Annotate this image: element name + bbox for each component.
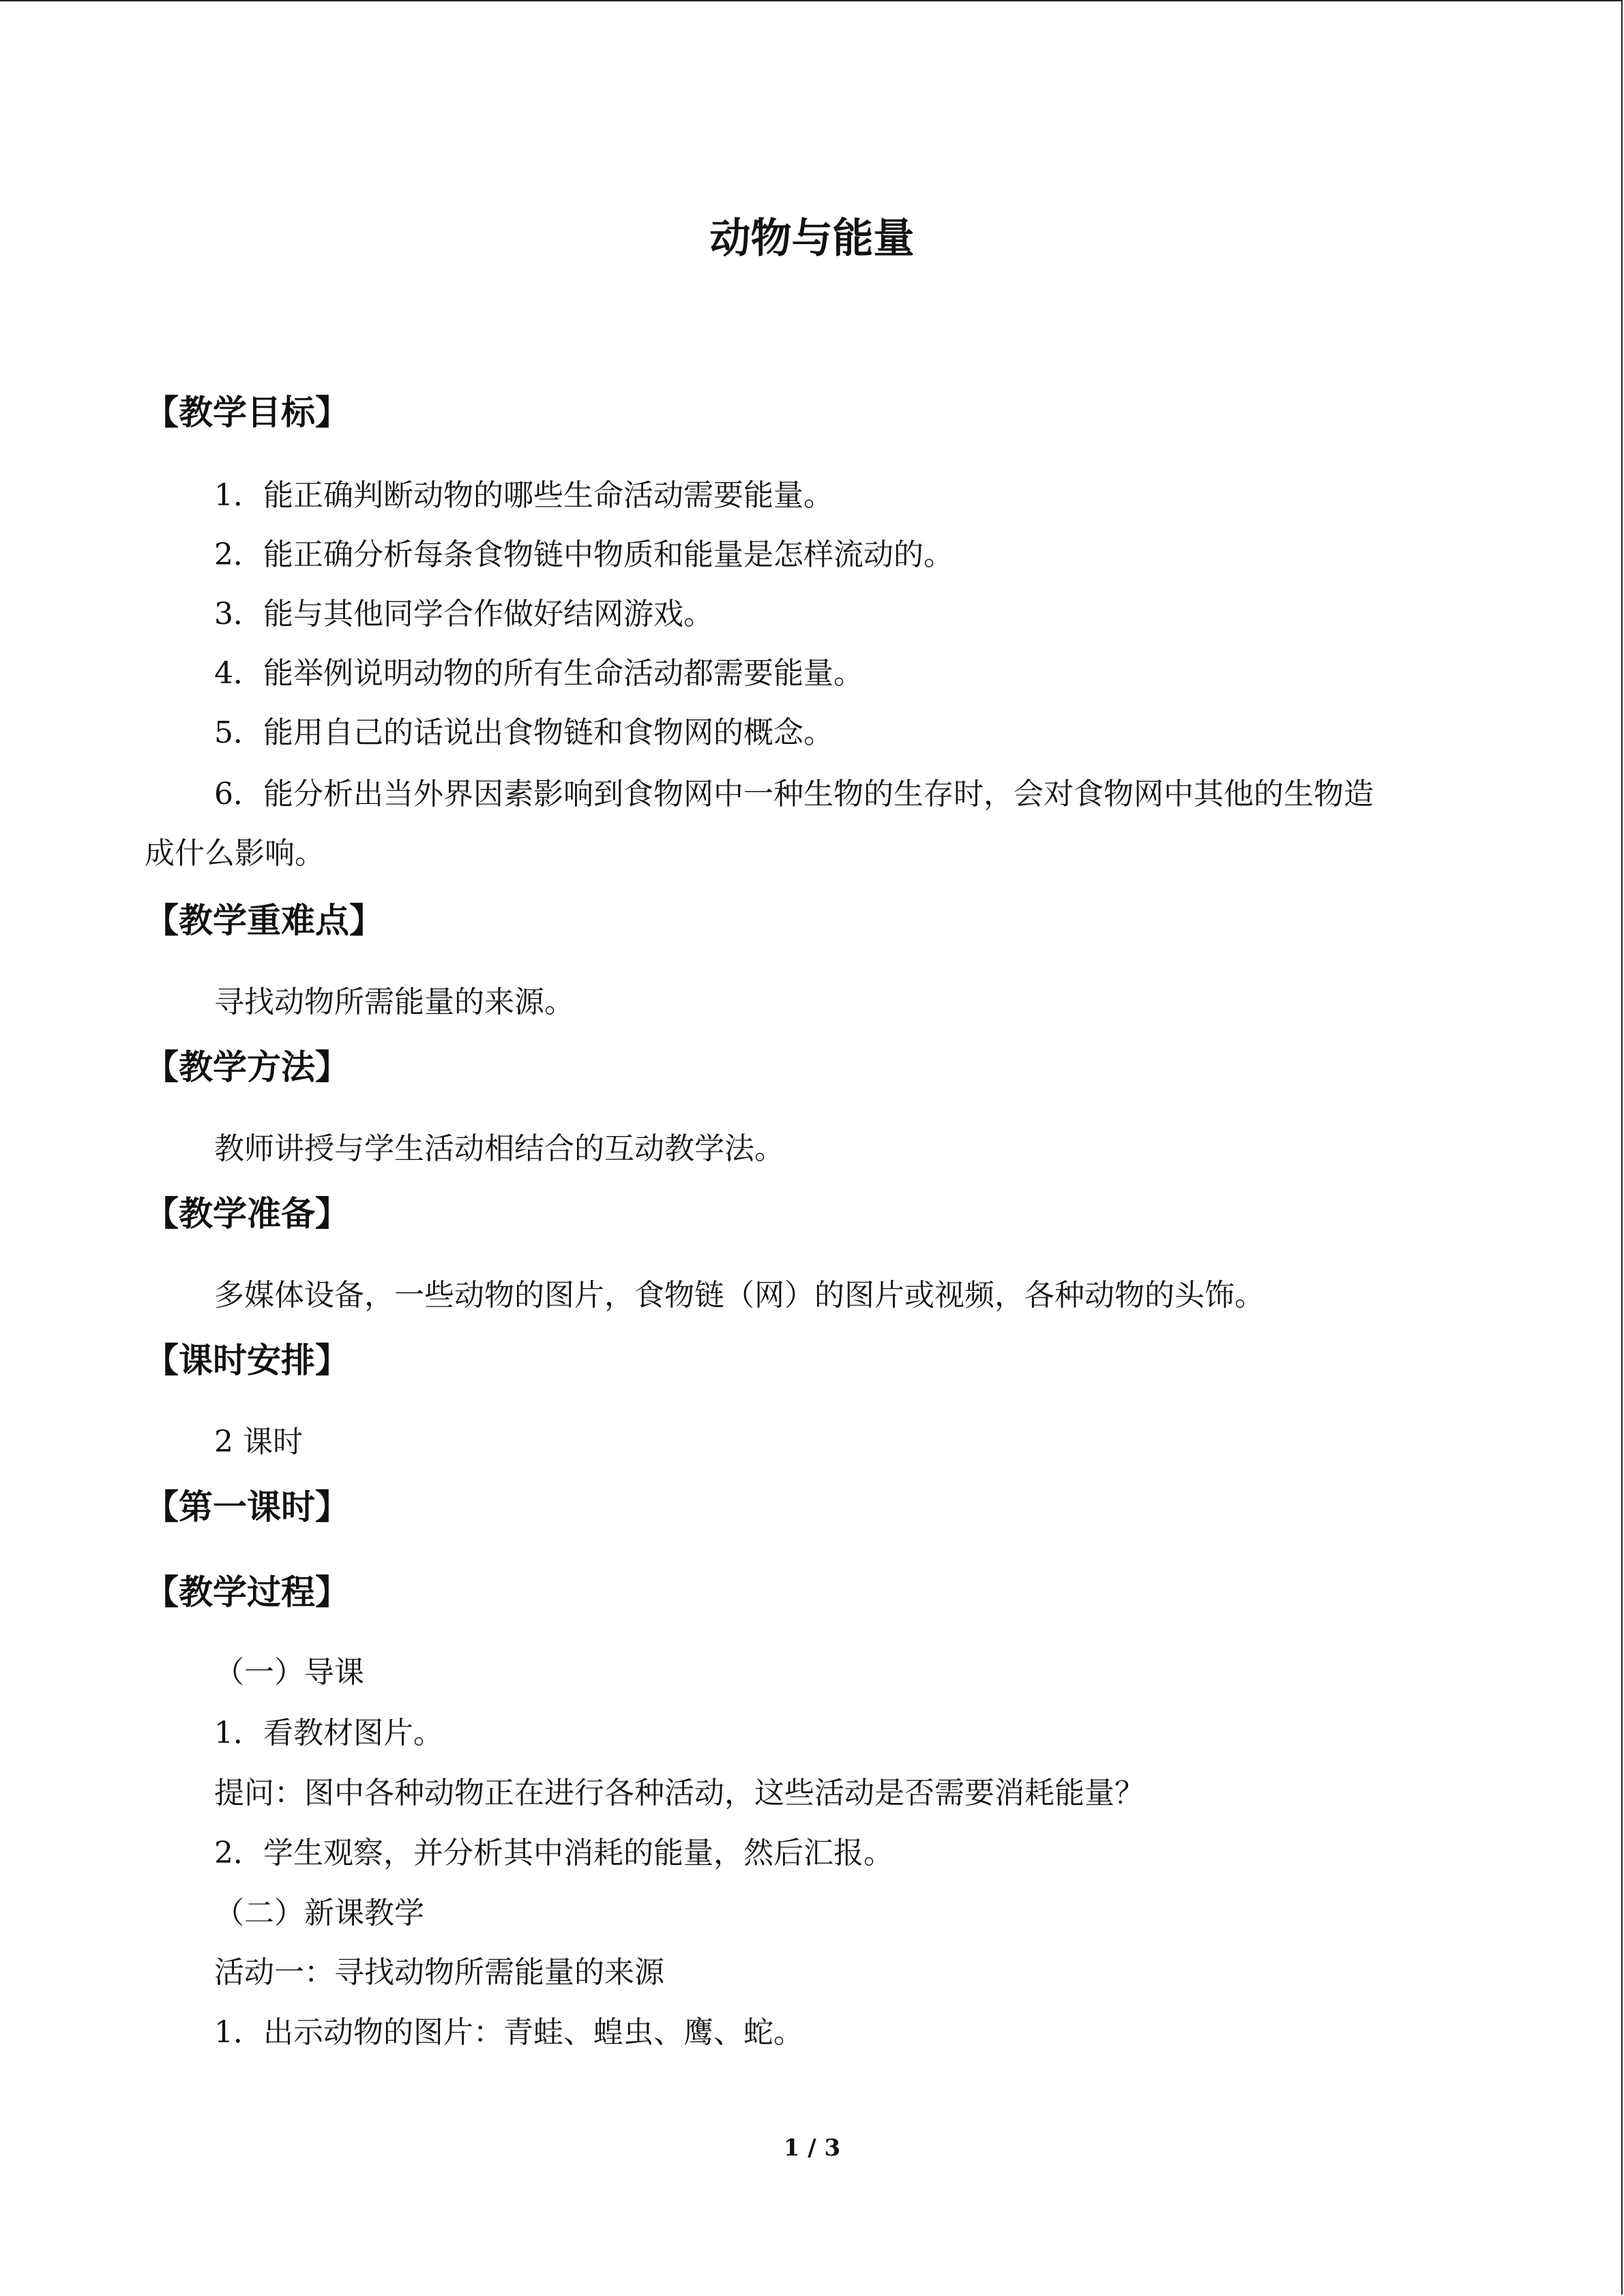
heading-key-points: 【教学重难点】: [145, 901, 383, 940]
key-points-text: 寻找动物所需能量的来源。: [214, 985, 574, 1019]
document-title: 动物与能量: [709, 215, 915, 263]
page-number: 1 / 3: [783, 2134, 841, 2162]
process-line-6: 活动一：寻找动物所需能量的来源: [214, 1955, 664, 1990]
process-line-3: 提问：图中各种动物正在进行各种活动，这些活动是否需要消耗能量？: [214, 1776, 1145, 1810]
heading-process: 【教学过程】: [145, 1572, 349, 1612]
heading-preparation: 【教学准备】: [145, 1194, 349, 1234]
objective-item-4: 4．能举例说明动物的所有生命活动都需要能量。: [214, 656, 863, 691]
schedule-text: 2 课时: [214, 1425, 303, 1459]
objective-item-5: 5．能用自己的话说出食物链和食物网的概念。: [214, 715, 833, 750]
process-line-4: 2．学生观察，并分析其中消耗的能量，然后汇报。: [214, 1836, 894, 1870]
objective-item-6: 6．能分析出当外界因素影响到食物网中一种生物的生存时，会对食物网中其他的生物造: [214, 777, 1374, 811]
process-line-5: （二）新课教学: [214, 1896, 424, 1930]
objective-item-1: 1．能正确判断动物的哪些生命活动需要能量。: [214, 478, 833, 513]
methods-text: 教师讲授与学生活动相结合的互动教学法。: [214, 1131, 784, 1166]
heading-methods: 【教学方法】: [145, 1047, 349, 1087]
objective-item-2: 2．能正确分析每条食物链中物质和能量是怎样流动的。: [214, 537, 954, 572]
process-line-7: 1．出示动物的图片：青蛙、蝗虫、鹰、蛇。: [214, 2015, 803, 2050]
process-line-1: （一）导课: [214, 1655, 364, 1690]
heading-schedule: 【课时安排】: [145, 1341, 349, 1380]
preparation-text: 多媒体设备，一些动物的图片，食物链（网）的图片或视频，各种动物的头饰。: [214, 1278, 1265, 1313]
process-line-2: 1．看教材图片。: [214, 1716, 443, 1750]
objective-item-3: 3．能与其他同学合作做好结网游戏。: [214, 597, 713, 631]
heading-first-lesson: 【第一课时】: [145, 1487, 349, 1527]
objective-item-6-continued: 成什么影响。: [145, 836, 325, 871]
heading-objectives: 【教学目标】: [145, 393, 349, 432]
